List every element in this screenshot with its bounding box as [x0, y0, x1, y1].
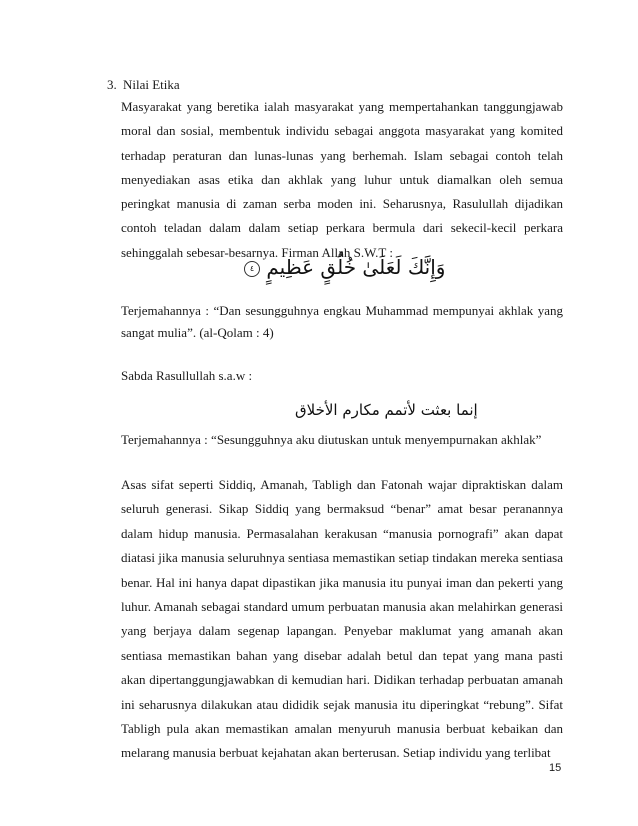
hadith-arabic: إنما بعثت لأتمم مكارم الأخلاق	[295, 401, 478, 419]
quran-verse	[240, 254, 445, 280]
section-heading	[107, 76, 180, 93]
sabda-label: Sabda Rasullullah s.a.w :	[121, 368, 253, 383]
ayah-number-mark: ٤	[244, 261, 260, 277]
section-title: Nilai Etika	[123, 77, 180, 92]
translation-hadith: Terjemahannya : “Sesungguhnya aku diutuskan untuk menyempurnakan akhlak”	[121, 432, 542, 447]
paragraph-asas: Asas sifat seperti Siddiq, Amanah, Tabligh dan Fatonah wajar dipraktiskan dalam seluruh generasi. Sikap Siddiq yang bermaksud “benar” amat besar peranannya dalam hidup manusia. Permasalahan kerakusan “manusia pornografi” akan dapat diatasi jika manusia seluruhnya sentiasa memastikan setiap tindakan mereka sentiasa benar. Hal ini hanya dapat dipastikan jika manusia itu punyai iman dan pekerti yang luhur. Amanah sebagai standard umum perbuatan manusia akan melahirkan generasi yang berjaya dalam segenap lapangan. Penyebar maklumat yang amanah akan sentiasa memastikan bahan yang disebar adalah betul dan tepat yang mana pasti akan dipertanggungjawabkan di kemudian hari. Didikan terhadap perbuatan amanah ini seharusnya dilakukan atau dididik sejak manusia itu diperingkat “rebung”. Sifat Tabligh pula akan memastikan amalan menyuruh manusia berbuat kebaikan dan melarang manusia berbuat kejahatan akan berterusan. Setiap individu yang terlibat	[121, 477, 563, 761]
page-number: 15	[549, 762, 562, 774]
quran-verse-text: وَإِنَّكَ لَعَلَىٰ خُلُقٍ عَظِيمٍ	[266, 255, 446, 279]
section-number: 3.	[107, 77, 117, 92]
paragraph-main: Masyarakat yang beretika ialah masyarakat yang mempertahankan tanggungjawab moral dan sosial, membentuk individu sebagai anggota masyarakat yang komited terhadap peraturan dan lunas-lunas yang berhemah. Islam sebagai contoh telah menyediakan asas etika dan akhlak yang luhur untuk diamalkan oleh semua peringkat manusia di zaman serba moden ini. Seharusnya, Rasulullah dijadikan contoh teladan dalam dalam setiap perkara bermula dari sekecil-kecil perkara sehinggalah sebesar-besarnya. Firman Allah S.W.T :	[121, 99, 563, 260]
translation-verse: Terjemahannya : “Dan sesungguhnya engkau Muhammad mempunyai akhlak yang sangat mulia”. (al-Qolam : 4)	[121, 303, 563, 340]
